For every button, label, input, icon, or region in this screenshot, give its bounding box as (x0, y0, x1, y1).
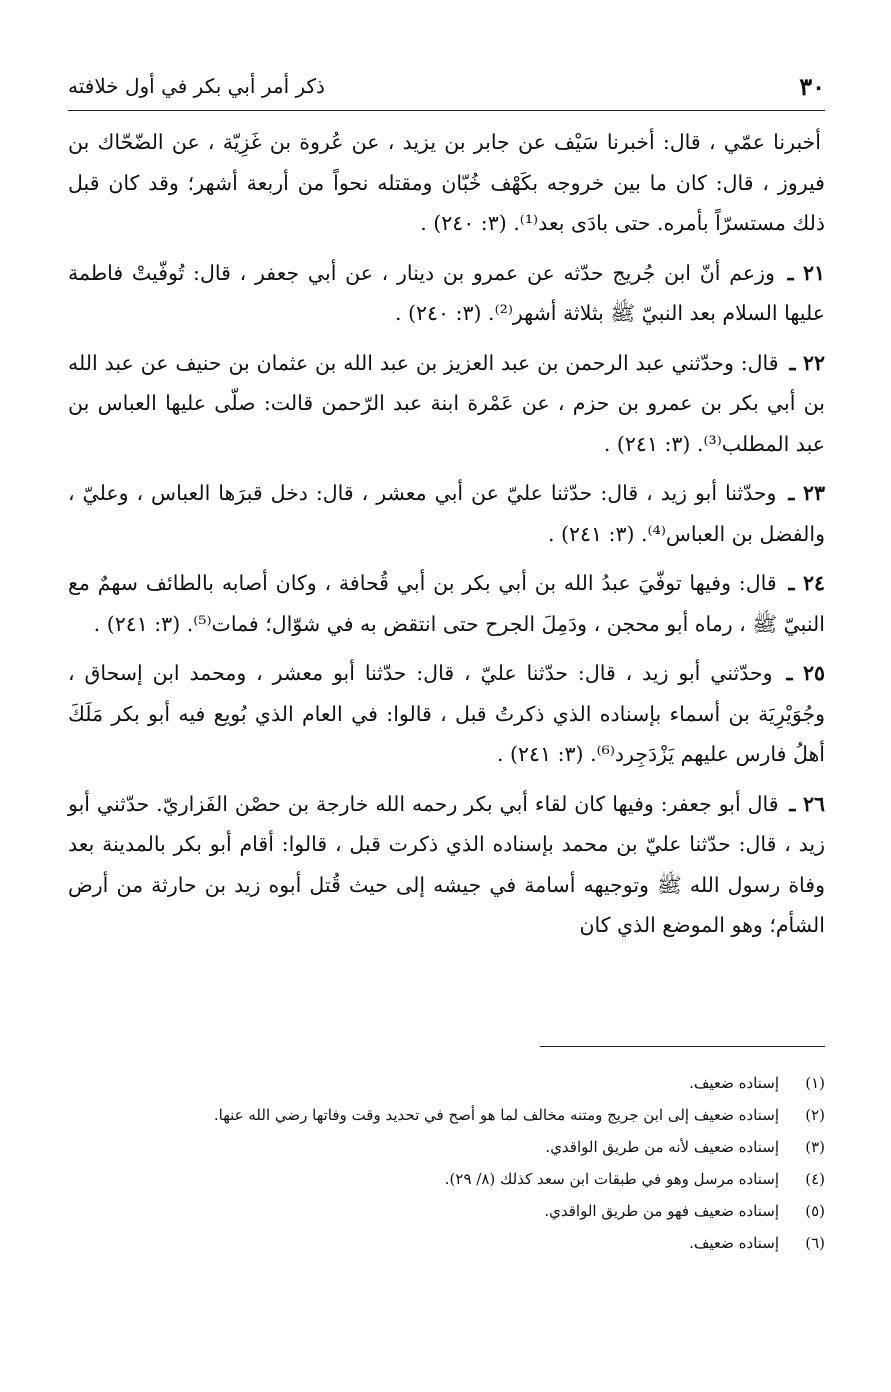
page-header (68, 66, 825, 106)
paragraph-citation: (٣: ٢٤١) . (497, 742, 584, 766)
paragraph (68, 563, 825, 644)
paragraph (68, 253, 825, 334)
page-number: ٣٠ (799, 71, 825, 101)
paragraph (68, 653, 825, 775)
paragraph-text: وزعم أنّ ابن جُريج حدّثه عن عمرو بن دينار ، عن أبي جعفر ، قال: تُوفّيتْ فاطمة عليها السلام بعد النبيّ ﷺ بثلاثة أشهر⁽²⁾. (68, 260, 825, 325)
footnote-marker: (٢) (805, 1106, 825, 1124)
footnote-text: إسناده ضعيف إلى ابن جريج ومتنه مخالف لما هو أصح في تحديد وقت وفاتها رضي الله عنها. (213, 1106, 779, 1124)
footnote-marker: (١) (805, 1074, 825, 1092)
paragraph-number: ٢٥ ـ (786, 661, 825, 685)
paragraph-text: أخبرنا عمّي ، قال: أخبرنا سَيْف عن جابر بن يزيد ، عن عُروة بن غَزِيّة ، عن الضّحّاك بن فيروز ، قال: كان ما بين خروجه بكَهْف خُبّان ومقتله نحواً من أربعة أشهر؛ وقد كان قبل ذلك مستسرّاً بأمره. حتى بادَى بعد⁽¹⁾. (68, 130, 825, 235)
paragraph-citation: (٣: ٢٤٠) . (394, 301, 482, 325)
paragraph-number: ٢١ ـ (787, 260, 825, 285)
footnote-divider (540, 1046, 825, 1047)
paragraph-number: ٢٢ ـ (789, 350, 825, 375)
footnote (68, 1166, 825, 1193)
paragraph-text: قال: وفيها توفّيَ عبدُ الله بن أبي بكر بن أبي قُحافة ، وكان أصابه بالطائف سهمٌ مع النبيّ ﷺ ، رماه أبو محجن ، ودَمِلَ الجرح حتى انتقض به في شوّال؛ فمات⁽⁵⁾. (68, 571, 825, 636)
footnote-marker: (٤) (805, 1170, 825, 1188)
footnote-marker: (٣) (805, 1138, 825, 1156)
footnotes (68, 1070, 825, 1262)
paragraph (68, 122, 825, 244)
paragraph-citation: (٣: ٢٤١) . (93, 611, 181, 636)
footnote (68, 1198, 825, 1225)
paragraph-text: قال: وحدّثني عبد الرحمن بن عبد العزيز بن عبد الله بن عثمان بن حنيف عن عبد الله بن أبي بكر بن عمرو بن حزم ، عن عَمْرة ابنة عبد الرّحمن قالت: صلّى عليها العباس بن عبد المطلب⁽³⁾. (68, 350, 825, 456)
footnote-text: إسناده ضعيف فهو من طريق الواقدي. (544, 1202, 779, 1220)
paragraph-citation: (٣: ٢٤١) . (603, 431, 691, 456)
paragraph-number: ٢٣ ـ (788, 481, 825, 505)
footnote-text: إسناده مرسل وهو في طبقات ابن سعد كذلك (٨/ ٢٩). (444, 1170, 779, 1188)
main-text (68, 122, 825, 946)
paragraph-text: وحدّثنا أبو زيد ، قال: حدّثنا عليّ عن أبي معشر ، قال: دخل قبرَها العباس ، وعليّ ، والفضل بن العباس⁽⁴⁾. (68, 481, 825, 546)
paragraph-number: ٢٤ ـ (788, 571, 825, 595)
footnote (68, 1070, 825, 1097)
footnote-text: إسناده ضعيف. (689, 1234, 779, 1252)
header-divider (68, 110, 825, 111)
footnote (68, 1230, 825, 1257)
footnote (68, 1134, 825, 1161)
footnote-text: إسناده ضعيف لأنه من طريق الواقدي. (545, 1138, 779, 1156)
running-title: ذكر أمر أبي بكر في أول خلافته (68, 74, 325, 98)
paragraph (68, 473, 825, 554)
paragraph-text: وحدّثني أبو زيد ، قال: حدّثنا عليّ ، قال: حدّثنا أبو معشر ، ومحمد ابن إسحاق ، وجُوَيْرِيَة بن أسماء بإسناده الذي ذكرتُ قبل ، قالوا: في العام الذي بُويع فيه أبو بكر مَلَكَ أهلُ فارس عليهم يَزْدَجِرد⁽⁶⁾. (68, 661, 825, 766)
footnote-marker: (٦) (805, 1234, 825, 1252)
paragraph (68, 784, 825, 946)
paragraph-citation: (٣: ٢٤٠) . (420, 211, 507, 235)
footnote-text: إسناده ضعيف. (689, 1074, 779, 1092)
paragraph-citation: (٣: ٢٤١) . (547, 521, 635, 546)
paragraph (68, 343, 825, 465)
footnote (68, 1102, 825, 1129)
paragraph-number: ٢٦ ـ (789, 791, 825, 816)
paragraph-text: قال أبو جعفر: وفيها كان لقاء أبي بكر رحمه الله خارجة بن حصْن الفَزاريّ. حدّثني أبو زيد ، قال: حدّثنا عليّ بن محمد بإسناده الذي ذكرت قبل ، قالوا: أقام أبو بكر بالمدينة بعد وفاة رسول الله ﷺ وتوجيهه أسامة في جيشه إلى حيث قُتل أبوه زيد بن حارثة من أرض الشأم؛ وهو الموضع الذي كان (68, 791, 825, 937)
footnote-marker: (٥) (805, 1202, 825, 1220)
